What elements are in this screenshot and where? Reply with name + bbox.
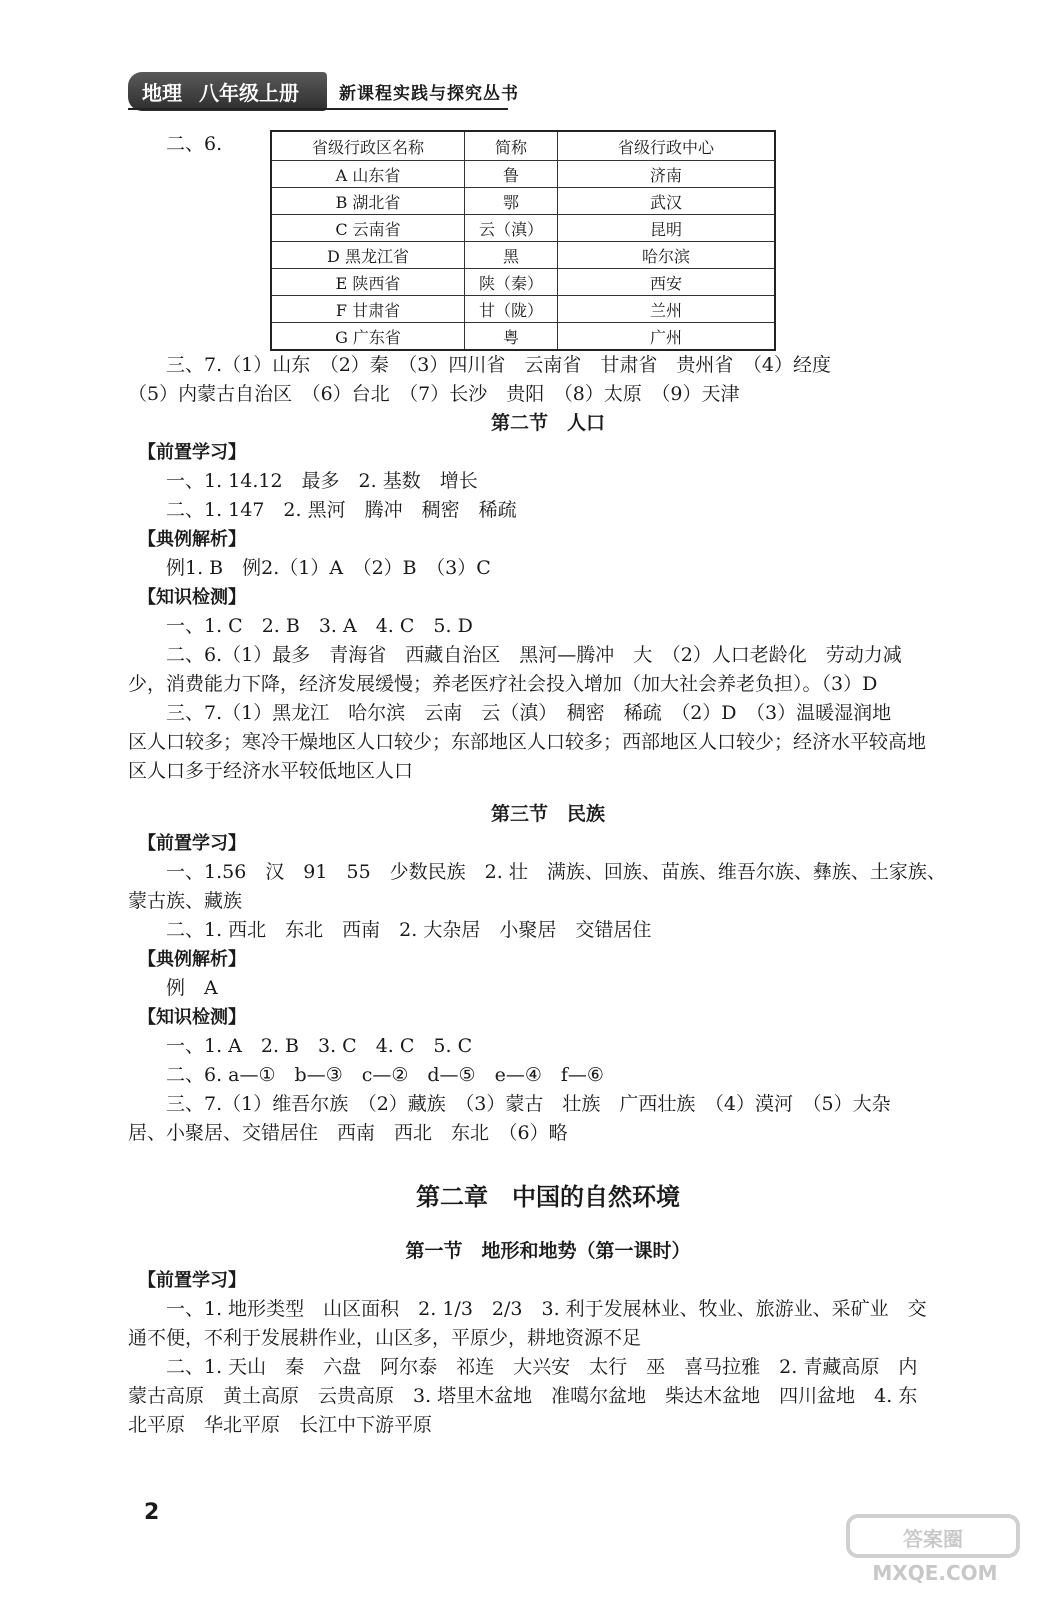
- watermark-url: MXQE.COM: [872, 1561, 998, 1585]
- answer-line: 通不便，不利于发展耕作业，山区多，平原少，耕地资源不足: [128, 1327, 642, 1349]
- subject-label: 地理: [142, 81, 182, 105]
- table-cell: E 陕西省: [271, 269, 465, 296]
- answer-line: 蒙古高原 黄土高原 云贵高原 3. 塔里木盆地 准噶尔盆地 柴达木盆地 四川盆地 4. 东: [128, 1385, 918, 1407]
- table-cell: F 甘肃省: [271, 296, 465, 323]
- page-header: [128, 72, 519, 111]
- chapter-title: 第二章 中国的自然环境: [416, 1182, 680, 1211]
- subsection-label: 【知识检测】: [138, 1007, 246, 1028]
- province-table: [270, 130, 776, 351]
- table-row: [271, 323, 775, 351]
- answer-line: 区人口多于经济水平较低地区人口: [128, 760, 414, 782]
- grade-label: 八年级上册: [198, 81, 299, 105]
- province-table-block: [128, 130, 968, 351]
- answer-line: 一、1. 地形类型 山区面积 2. 1/3 2/3 3. 利于发展林业、牧业、旅游业、采矿业 交: [166, 1298, 927, 1320]
- answer-line: 三、7.（1）山东 （2）秦 （3）四川省 云南省 甘肃省 贵州省 （4）经度: [166, 354, 831, 376]
- table-cell: 哈尔滨: [558, 242, 776, 269]
- table-header-row: [271, 131, 775, 161]
- answer-line: 蒙古族、藏族: [128, 890, 243, 912]
- column-header: 省级行政区名称: [271, 131, 465, 161]
- table-cell: A 山东省: [271, 161, 465, 188]
- subsection-label: 【前置学习】: [138, 833, 246, 854]
- table-row: [271, 296, 775, 323]
- answer-line: 三、7.（1）黑龙江 哈尔滨 云南 云（滇） 稠密 稀疏 （2）D （3）温暖湿润地: [166, 702, 892, 724]
- watermark-badge: [848, 1516, 1018, 1556]
- table-cell: 广州: [558, 323, 776, 351]
- answer-line: 一、1. 14.12 最多 2. 基数 增长: [166, 470, 478, 492]
- header-divider: [128, 108, 508, 110]
- answer-line: 少，消费能力下降，经济发展缓慢；养老医疗社会投入增加（加大社会养老负担）。（3）D: [128, 673, 878, 695]
- table-cell: B 湖北省: [271, 188, 465, 215]
- answer-line: 居、小聚居、交错居住 西南 西北 东北 （6）略: [128, 1122, 568, 1144]
- answer-line: 例1. B 例2.（1）A （2）B （3）C: [166, 557, 491, 579]
- table-cell: 粤: [465, 323, 558, 351]
- answer-line: 区人口较多；寒冷干燥地区人口较少；东部地区人口较多；西部地区人口较少；经济水平较高地: [128, 731, 927, 753]
- table-cell: 鲁: [465, 161, 558, 188]
- answer-line: 一、1.56 汉 91 55 少数民族 2. 壮 满族、回族、苗族、维吾尔族、彝族、土家族、: [166, 861, 946, 883]
- answer-line: 一、1. A 2. B 3. C 4. C 5. C: [166, 1035, 473, 1057]
- page-number: 2: [144, 1500, 160, 1525]
- column-header: 省级行政中心: [558, 131, 776, 161]
- watermark-logo: [840, 1512, 1030, 1590]
- table-row: [271, 188, 775, 215]
- answer-line: 二、6. a—① b—③ c—② d—⑤ e—④ f—⑥: [166, 1064, 604, 1086]
- section-title: 第三节 民族: [490, 803, 605, 825]
- answer-line: 三、7.（1）维吾尔族 （2）藏族 （3）蒙古 壮族 广西壮族 （4）漠河 （5）大杂: [166, 1093, 891, 1115]
- table-row: [271, 269, 775, 296]
- subsection-label: 【前置学习】: [138, 1270, 246, 1291]
- section-title: 第二节 人口: [490, 412, 605, 434]
- answer-line: 二、1. 天山 秦 六盘 阿尔泰 祁连 大兴安 太行 巫 喜马拉雅 2. 青藏高原 内: [166, 1356, 918, 1378]
- subsection-label: 【典例解析】: [138, 949, 246, 970]
- table-question-label: 二、6.: [166, 133, 223, 155]
- table-cell: 武汉: [558, 188, 776, 215]
- table-cell: 西安: [558, 269, 776, 296]
- table-cell: D 黑龙江省: [271, 242, 465, 269]
- answer-line: （5）内蒙古自治区 （6）台北 （7）长沙 贵阳 （8）太原 （9）天津: [128, 383, 740, 405]
- subsection-label: 【知识检测】: [138, 587, 246, 608]
- answer-line: 例 A: [166, 977, 218, 999]
- table-row: [271, 242, 775, 269]
- table-cell: 云（滇）: [465, 215, 558, 242]
- watermark-logo-text: 答案圈: [903, 1527, 963, 1551]
- table-cell: 甘（陇）: [465, 296, 558, 323]
- subject-badge: [128, 72, 327, 111]
- table-row: [271, 161, 775, 188]
- table-row: [271, 215, 775, 242]
- answer-line: 二、6.（1）最多 青海省 西藏自治区 黑河—腾冲 大 （2）人口老龄化 劳动力减: [166, 644, 902, 666]
- answer-line: 一、1. C 2. B 3. A 4. C 5. D: [166, 615, 473, 637]
- table-cell: 兰州: [558, 296, 776, 323]
- column-header: 简称: [465, 131, 558, 161]
- table-cell: 昆明: [558, 215, 776, 242]
- answer-line: 北平原 华北平原 长江中下游平原: [128, 1414, 433, 1436]
- answer-line: 二、1. 147 2. 黑河 腾冲 稠密 稀疏: [166, 499, 517, 521]
- series-title: 新课程实践与探究丛书: [338, 84, 519, 104]
- subsection-label: 【前置学习】: [138, 442, 246, 463]
- subsection-label: 【典例解析】: [138, 529, 246, 550]
- answer-line: 二、1. 西北 东北 西南 2. 大杂居 小聚居 交错居住: [166, 919, 652, 941]
- table-cell: 陕（秦）: [465, 269, 558, 296]
- table-cell: 鄂: [465, 188, 558, 215]
- section-title: 第一节 地形和地势（第一课时）: [405, 1240, 691, 1262]
- table-cell: C 云南省: [271, 215, 465, 242]
- table-cell: 济南: [558, 161, 776, 188]
- page-content: [128, 130, 968, 1440]
- table-cell: 黑: [465, 242, 558, 269]
- table-cell: G 广东省: [271, 323, 465, 351]
